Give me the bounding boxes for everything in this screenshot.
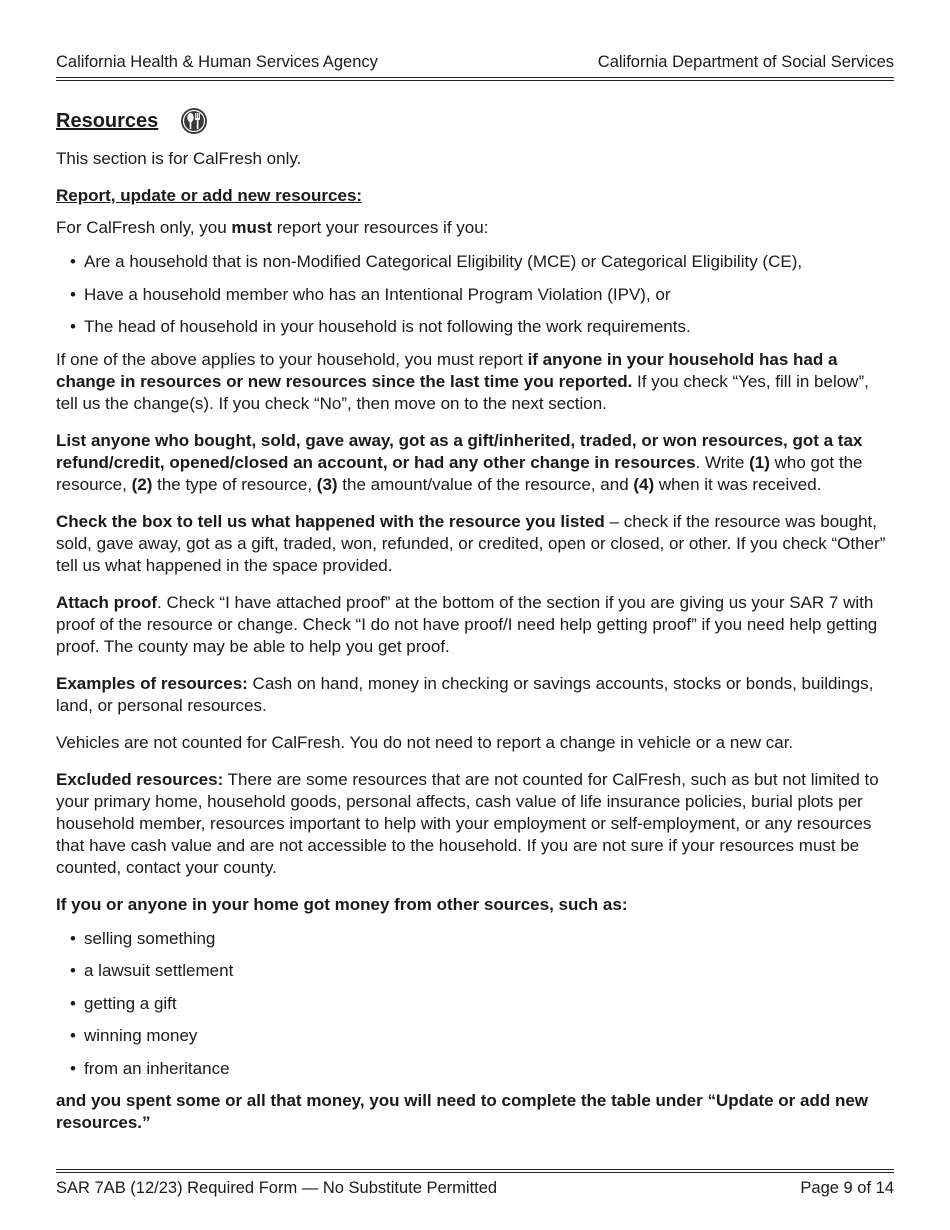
- form-page: [56, 0, 894, 1230]
- list-item: • winning money: [70, 1025, 894, 1047]
- reporting-conditions-list: [56, 251, 894, 338]
- applies-paragraph: If one of the above applies to your household, you must report if anyone in your household has had a change in resources or new resources since the last time you reported. If you check “Yes, fill in below”, tell us the change(s). If you check “No”, then move on to the next section.: [56, 349, 869, 413]
- calfresh-food-icon: [180, 107, 208, 135]
- list-item: • from an inheritance: [70, 1058, 894, 1080]
- footer-divider: [56, 1169, 894, 1173]
- other-sources-heading: If you or anyone in your home got money from other sources, such as:: [56, 894, 628, 914]
- check-box-paragraph: Check the box to tell us what happened with the resource you listed – check if the resource was bought, sold, gave away, got as a gift, traded, won, refunded, or credited, open or closed, or other. If you check “Other” tell us what happened in the space provided.: [56, 511, 886, 575]
- report-subheading: Report, update or add new resources:: [56, 186, 363, 205]
- list-item: • a lawsuit settlement: [70, 960, 894, 982]
- list-item: • selling something: [70, 928, 894, 950]
- attach-proof-paragraph: Attach proof. Check “I have attached proof” at the bottom of the section if you are giving us your SAR 7 with proof of the resource or change. Check “I do not have proof/I need help getting proof” if you need help getting proof. The county may be able to help you get proof.: [56, 592, 878, 656]
- closing-paragraph: and you spent some or all that money, you will need to complete the table under “Update or add new resources.”: [56, 1091, 869, 1132]
- section-title: Resources: [56, 110, 159, 132]
- form-identifier: SAR 7AB (12/23) Required Form — No Substitute Permitted: [56, 1179, 498, 1197]
- resources-section: [56, 106, 894, 1149]
- header-divider: [56, 77, 894, 81]
- agency-name: California Health & Human Services Agency: [56, 53, 378, 71]
- must-report-text: For CalFresh only, you must report your resources if you:: [56, 218, 489, 237]
- examples-paragraph: Examples of resources: Cash on hand, money in checking or savings accounts, stocks or bonds, buildings, land, or personal resources.: [56, 673, 874, 715]
- section-intro: This section is for CalFresh only.: [56, 149, 302, 168]
- list-item: • The head of household in your household is not following the work requirements.: [70, 316, 894, 338]
- list-item: • Are a household that is non-Modified Categorical Eligibility (MCE) or Categorical Eligibility (CE),: [70, 251, 894, 273]
- page-number: Page 9 of 14: [800, 1179, 894, 1197]
- excluded-paragraph: Excluded resources: There are some resources that are not counted for CalFresh, such as but not limited to your primary home, household goods, personal affects, cash value of life insurance policies, burial plots per household member, resources important to help with your employment or self-employment, or any resources that have cash value and are not accessible to the household. If you are not sure if your resources must be counted, contact your county.: [56, 769, 879, 877]
- list-anyone-paragraph: List anyone who bought, sold, gave away, got as a gift/inherited, traded, or won resources, got a tax refund/credit, opened/closed an account, or had any other change in resources. Write (1) who got the resource, (2) the type of resource, (3) the amount/value of the resource, and (4) when it was received.: [56, 430, 863, 494]
- list-item: • Have a household member who has an Intentional Program Violation (IPV), or: [70, 284, 894, 306]
- page-footer: [56, 1177, 894, 1199]
- list-item: • getting a gift: [70, 993, 894, 1015]
- section-heading: [56, 106, 894, 136]
- vehicles-paragraph: Vehicles are not counted for CalFresh. You do not need to report a change in vehicle or a new car.: [56, 732, 794, 752]
- other-sources-list: [56, 928, 894, 1080]
- department-name: California Department of Social Services: [597, 53, 894, 71]
- page-header: [56, 51, 894, 73]
